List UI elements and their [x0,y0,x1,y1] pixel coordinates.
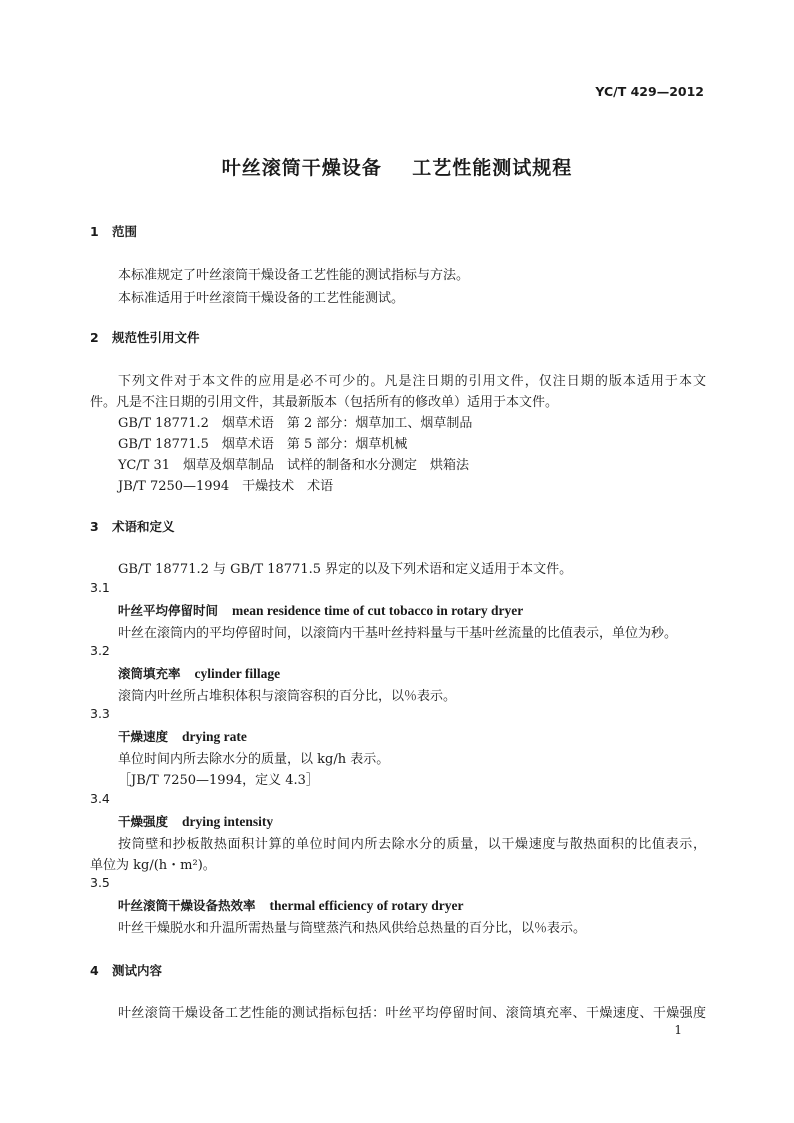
term-zh: 滚筒填充率 [118,666,181,681]
reference-item: GB/T 18771.2 烟草术语 第 2 部分：烟草加工、烟草制品 [118,416,473,431]
section-title: 测试内容 [112,963,163,978]
term-number: 3.1 [90,580,110,595]
section-number: 2 [90,330,99,345]
section-3-heading [90,517,175,535]
term-source: ［JB/T 7250—1994，定义 4.3］ [118,773,319,788]
term-definition: 叶丝在滚筒内的平均停留时间，以滚筒内干基叶丝持料量与干基叶丝流量的比值表示，单位为秒。 [118,626,678,641]
section-number: 4 [90,963,99,978]
term-number: 3.2 [90,643,110,658]
paragraph: 件。凡是不注日期的引用文件，其最新版本（包括所有的修改单）适用于本文件。 [90,395,559,410]
term-heading [118,601,523,619]
term-en: drying intensity [182,814,274,829]
section-2-heading [90,328,200,346]
term-definition: 单位为 kg/(h・m²)。 [90,858,216,873]
term-definition: 单位时间内所去除水分的质量，以 kg/h 表示。 [118,752,390,767]
term-heading [118,664,280,682]
term-number: 3.5 [90,875,110,890]
term-number: 3.3 [90,706,110,721]
section-title: 规范性引用文件 [112,330,200,345]
term-en: drying rate [182,729,247,744]
section-number: 3 [90,519,99,534]
section-4-heading [90,961,162,979]
reference-item: GB/T 18771.5 烟草术语 第 5 部分：烟草机械 [118,437,408,452]
term-heading [118,812,273,830]
section-title: 术语和定义 [112,519,175,534]
term-definition: 滚筒内叶丝所占堆积体积与滚筒容积的百分比，以％表示。 [118,689,457,704]
term-en: thermal efficiency of rotary dryer [269,898,464,913]
term-definition: 叶丝干燥脱水和升温所需热量与筒壁蒸汽和热风供给总热量的百分比，以％表示。 [118,921,587,936]
term-zh: 叶丝滚筒干燥设备热效率 [118,898,256,913]
term-en: mean residence time of cut tobacco in rotary dryer [232,603,524,618]
term-zh: 干燥强度 [118,814,169,829]
paragraph: 本标准适用于叶丝滚筒干燥设备的工艺性能测试。 [118,291,405,306]
section-1-heading [90,222,137,240]
term-heading [118,727,247,745]
reference-item: YC/T 31 烟草及烟草制品 试样的制备和水分测定 烘箱法 [118,458,470,473]
term-zh: 叶丝平均停留时间 [118,603,219,618]
reference-item: JB/T 7250—1994 干燥技术 术语 [118,479,334,494]
term-en: cylinder fillage [194,666,281,681]
paragraph: 本标准规定了叶丝滚筒干燥设备工艺性能的测试指标与方法。 [118,268,470,283]
term-definition: 按筒壁和抄板散热面积计算的单位时间内所去除水分的质量，以干燥速度与散热面积的比值表示， [118,837,706,852]
paragraph: 下列文件对于本文件的应用是必不可少的。凡是注日期的引用文件，仅注日期的版本适用于本文 [118,374,706,389]
page-number: 1 [674,1023,682,1037]
term-number: 3.4 [90,791,110,806]
term-heading [118,896,463,914]
paragraph: GB/T 18771.2 与 GB/T 18771.5 界定的以及下列术语和定义适用于本文件。 [118,562,573,577]
term-zh: 干燥速度 [118,729,169,744]
document-title: 叶丝滚筒干燥设备 工艺性能测试规程 [221,157,573,179]
paragraph: 叶丝滚筒干燥设备工艺性能的测试指标包括：叶丝平均停留时间、滚筒填充率、干燥速度、干燥强度 [118,1006,706,1021]
section-number: 1 [90,224,99,239]
section-title: 范围 [112,224,138,239]
standard-code: YC/T 429—2012 [595,84,704,99]
